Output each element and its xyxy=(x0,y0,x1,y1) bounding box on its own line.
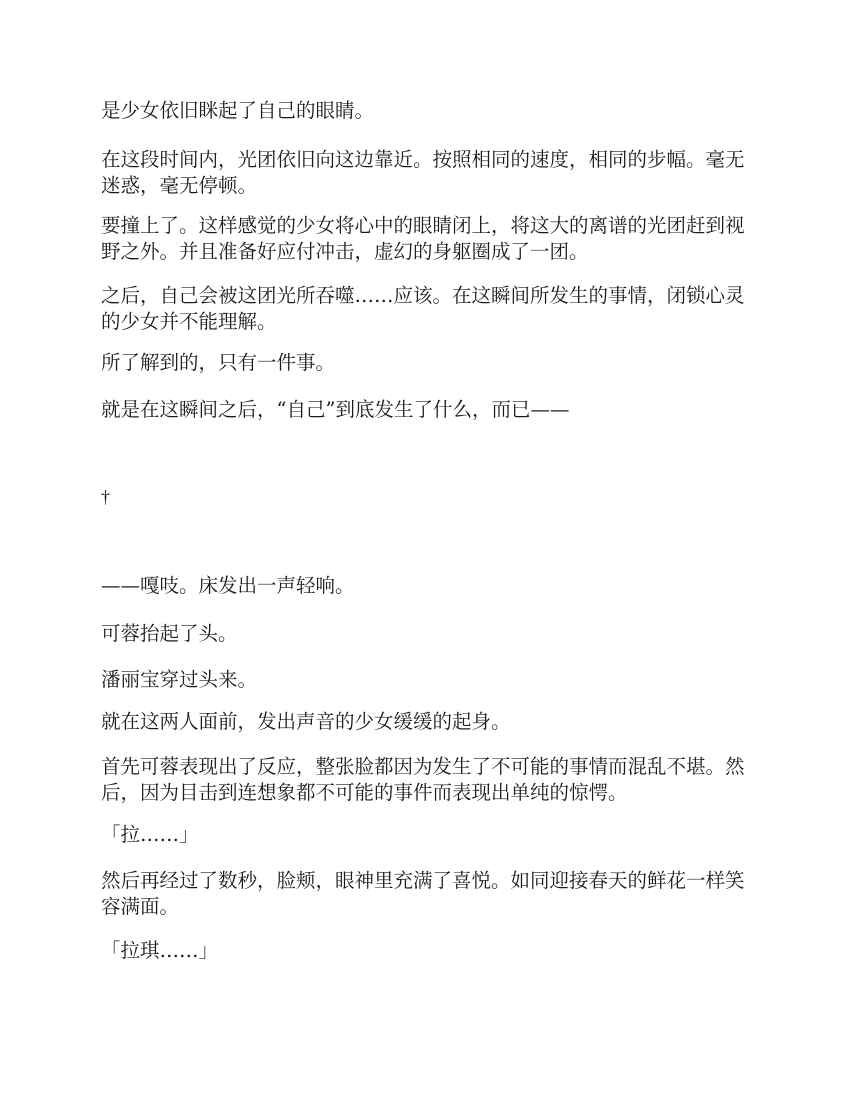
paragraph: 首先可蓉表现出了反应，整张脸都因为发生了不可能的事情而混乱不堪。然后，因为目击到连想象都不可能的事件而表现出单纯的惊愕。 xyxy=(101,755,745,804)
paragraph: ——嘎吱。床发出一声轻响。 xyxy=(101,574,355,597)
dialogue-line: 「拉……」 xyxy=(101,823,199,846)
paragraph: 所了解到的，只有一件事。 xyxy=(101,351,336,374)
paragraph: 要撞上了。这样感觉的少女将心中的眼睛闭上，将这大的离谱的光团赶到视野之外。并且准备好应付冲击，虚幻的身躯圈成了一团。 xyxy=(101,214,745,263)
paragraph: 潘丽宝穿过头来。 xyxy=(101,668,258,691)
paragraph: 可蓉抬起了头。 xyxy=(101,622,238,645)
paragraph: 然后再经过了数秒，脸颊，眼神里充满了喜悦。如同迎接春天的鲜花一样笑容满面。 xyxy=(101,869,745,918)
paragraph: 之后，自己会被这团光所吞噬……应该。在这瞬间所发生的事情，闭锁心灵的少女并不能理解。 xyxy=(101,284,745,333)
paragraph: 是少女依旧眯起了自己的眼睛。 xyxy=(101,99,375,122)
section-separator: † xyxy=(101,487,110,507)
paragraph: 在这段时间内，光团依旧向这边靠近。按照相同的速度，相同的步幅。毫无迷惑，毫无停顿。 xyxy=(101,148,745,197)
paragraph: 就是在这瞬间之后，“自己”到底发生了什么，而已—— xyxy=(101,398,570,421)
dialogue-line: 「拉琪……」 xyxy=(101,939,219,962)
paragraph: 就在这两人面前，发出声音的少女缓缓的起身。 xyxy=(101,710,511,733)
